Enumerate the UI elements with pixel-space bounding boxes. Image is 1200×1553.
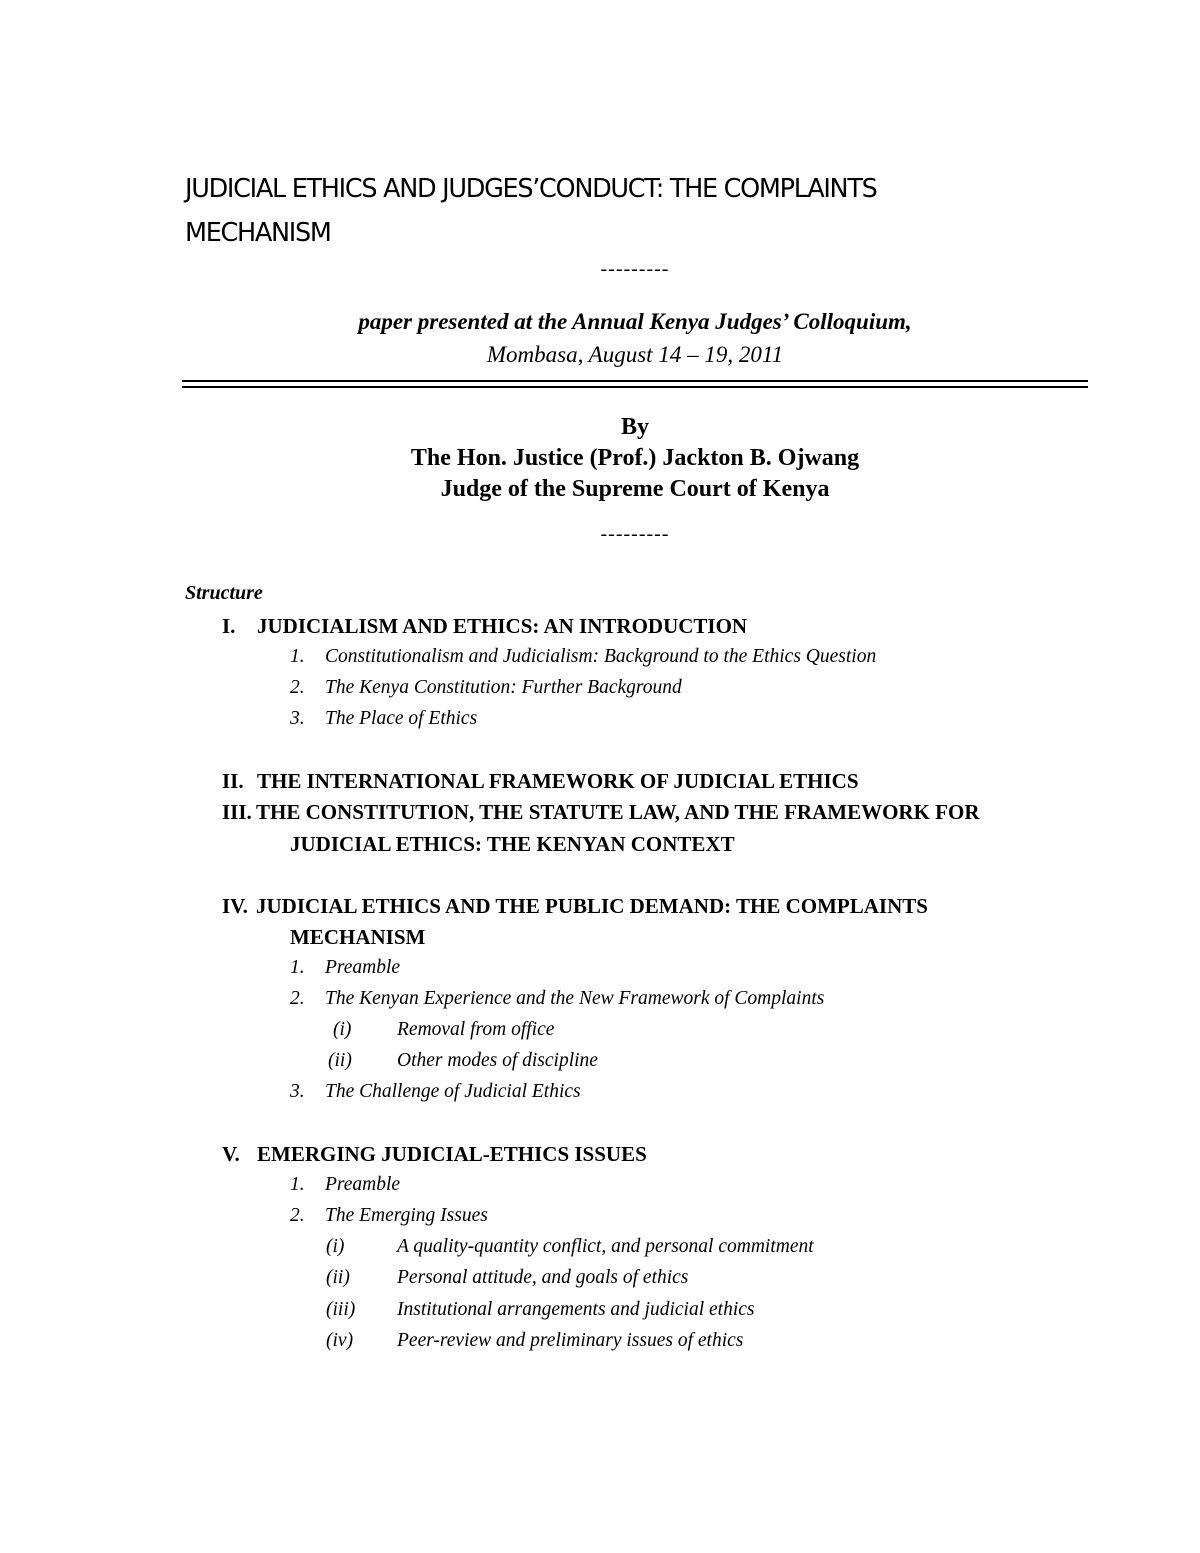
item-number: 3. — [290, 708, 305, 729]
presentation-line-2: Mombasa, August 14 – 19, 2011 — [486, 342, 784, 367]
item-number: 1. — [290, 957, 305, 978]
item-text: Preamble — [325, 957, 401, 978]
item-text: The Kenyan Experience and the New Framework of Complaints — [325, 988, 825, 1009]
item-number: (iv) — [326, 1330, 354, 1351]
document-title — [185, 167, 1085, 255]
item-number: 1. — [290, 1174, 305, 1195]
item-text: The Emerging Issues — [325, 1205, 488, 1226]
section-number: V. — [222, 1142, 240, 1166]
structure-heading: Structure — [185, 582, 263, 604]
section-title: EMERGING JUDICIAL-ETHICS ISSUES — [257, 1142, 647, 1166]
item-number: (ii) — [328, 1050, 352, 1071]
title-line-2: MECHANISM — [185, 218, 331, 248]
item-number: (ii) — [326, 1267, 350, 1288]
item-text: Other modes of discipline — [397, 1050, 598, 1071]
section-title: JUDICIALISM AND ETHICS: AN INTRODUCTION — [257, 614, 748, 638]
section-4-title-continuation: MECHANISM — [290, 925, 426, 949]
item-number: 2. — [290, 677, 305, 698]
item-number: 2. — [290, 988, 305, 1009]
author-title: Judge of the Supreme Court of Kenya — [440, 476, 830, 502]
item-text: Preamble — [325, 1174, 401, 1195]
item-number: (iii) — [326, 1299, 356, 1320]
item-text: The Place of Ethics — [325, 708, 478, 729]
item-number: 1. — [290, 646, 305, 667]
section-number: I. — [222, 614, 236, 638]
separator-top: --------- — [600, 258, 670, 280]
presentation-note — [185, 305, 1085, 371]
item-text: The Kenya Constitution: Further Background — [325, 677, 682, 698]
item-text: The Challenge of Judicial Ethics — [325, 1081, 581, 1102]
item-text: Constitutionalism and Judicialism: Background to the Ethics Question — [325, 646, 877, 667]
section-title: THE CONSTITUTION, THE STATUTE LAW, AND THE FRAMEWORK FOR — [256, 800, 980, 824]
item-number: 2. — [290, 1205, 305, 1226]
item-text: Removal from office — [397, 1019, 555, 1040]
item-text: Personal attitude, and goals of ethics — [397, 1267, 689, 1288]
item-number: 3. — [290, 1081, 305, 1102]
section-number: III. — [222, 800, 252, 824]
separator-bottom: --------- — [600, 523, 670, 545]
author-name: The Hon. Justice (Prof.) Jackton B. Ojwang — [410, 445, 860, 471]
item-number: (i) — [326, 1236, 345, 1257]
double-rule-top — [182, 380, 1088, 382]
section-3-title-continuation: JUDICIAL ETHICS: THE KENYAN CONTEXT — [290, 832, 735, 856]
by-label: By — [620, 414, 649, 440]
presentation-line-1: paper presented at the Annual Kenya Judges’ Colloquium, — [358, 309, 912, 334]
section-number: II. — [222, 769, 244, 793]
item-text: A quality-quantity conflict, and personal commitment — [397, 1236, 814, 1257]
section-number: IV. — [222, 894, 248, 918]
byline — [185, 412, 1085, 505]
item-number: (i) — [333, 1019, 352, 1040]
section-title: THE INTERNATIONAL FRAMEWORK OF JUDICIAL ETHICS — [257, 769, 859, 793]
section-title: JUDICIAL ETHICS AND THE PUBLIC DEMAND: THE COMPLAINTS — [256, 894, 928, 918]
item-text: Peer-review and preliminary issues of ethics — [397, 1330, 744, 1351]
item-text: Institutional arrangements and judicial ethics — [397, 1299, 755, 1320]
double-rule-bottom — [182, 386, 1088, 388]
title-line-1: JUDICIAL ETHICS AND JUDGES’CONDUCT: THE COMPLAINTS — [185, 174, 877, 204]
